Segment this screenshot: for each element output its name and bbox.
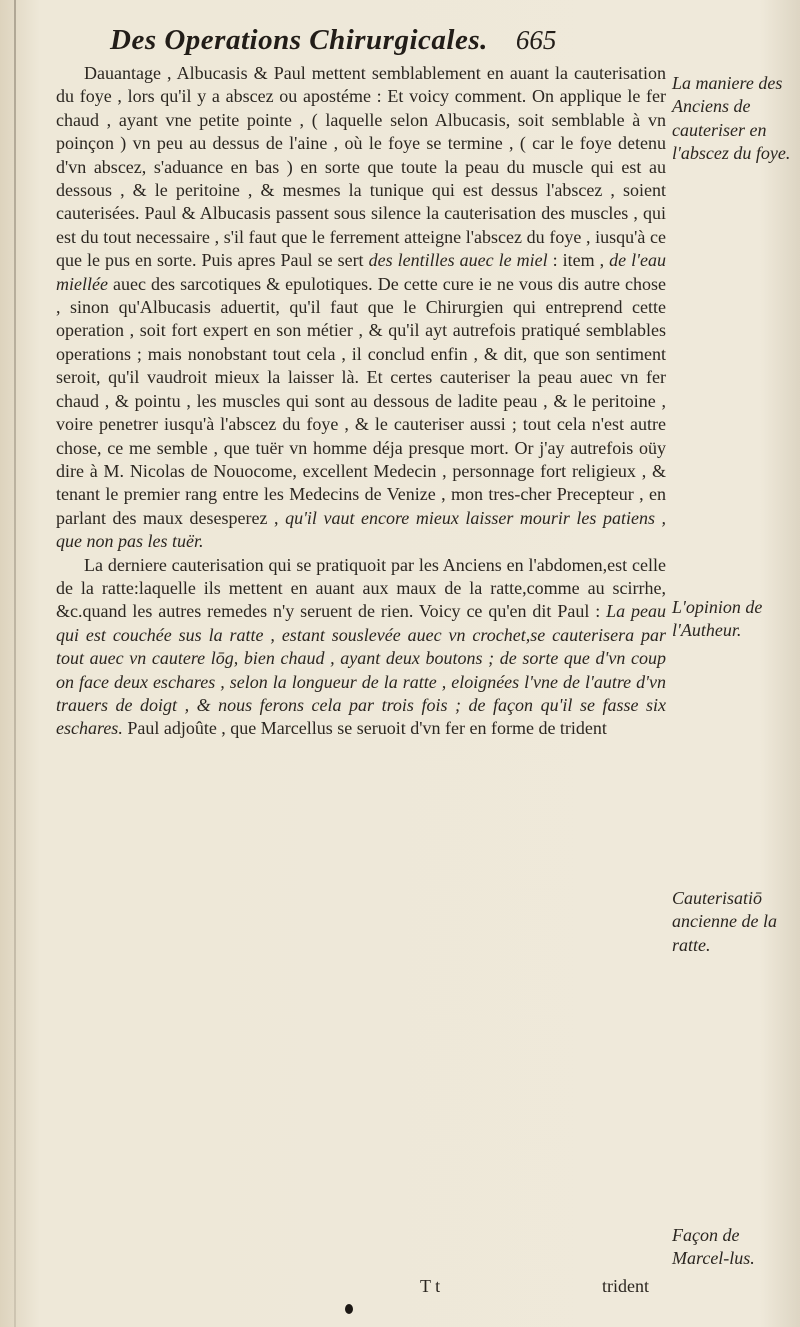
margin-note: L'opinion de l'Autheur. bbox=[672, 597, 763, 641]
main-text bbox=[56, 62, 666, 741]
text-segment: auec des sarcotiques & epulotiques. De cette cure ie ne vous dis autre chose , sinon qu'Albucasis aduertit, qu'il faut que le Chirurgien qui entreprend cette operation , soit fort expert en son métier , & qu'il ayt autrefois pratiqué semblables operations ; mais nonobstant tout cela , il conclud enfin , & dit, que son sentiment seroit, qu'il vaudroit mieux la laisser là. Et certes cauteriser la peau auec vn fer chaud , & pointu , les muscles qui sont au dessous de ladite peau , & le peritoine , voire penetrer iusqu'à l'abscez du foye , & le cauteriser aussi ; tout cela n'est autre chose, ce me semble , que tuër vn homme déja presque mort. Or j'ay autrefois oüy dire à M. Nicolas de Nouocome, excellent Medecin , personnage fort religieux , & tenant le premier rang entre les Medecins de Venize , mon tres-cher Precepteur , en parlant des maux desesperez , bbox=[56, 273, 666, 528]
margin-note: La maniere des Anciens de cauteriser en l'abscez du foye. bbox=[672, 73, 791, 164]
page-number: 665 bbox=[515, 25, 557, 55]
paragraph-1 bbox=[56, 62, 666, 554]
page-footer bbox=[420, 1276, 670, 1304]
page-header bbox=[110, 24, 670, 60]
text-segment: : item , bbox=[547, 250, 610, 271]
catchword: trident bbox=[602, 1276, 649, 1296]
text-segment-italic: de l'eau miellée bbox=[56, 250, 666, 294]
text-segment: Dauantage , Albucasis & Paul mettent semblablement en auant la cauterisation du foye , lors qu'il y a abscez ou apostéme : Et voicy comment. On applique le fer chaud , ayant vne petite pointe , ( laquelle selon Albucasis, soit semblable à vn poinçon ) vn peu au dessus de l'aine , où le foye se termine , ( car le foye detenu d'vn abscez, s'aduance en bas ) en sorte que toute la peau du muscle qui est au dessous , & le peritoine , & mesmes la tunique qui est dessus l'abscez , soient cauterisées. Paul & Albucasis passent sous silence la cauterisation des muscles , qui est du tout necessaire , s'il faut que le ferrement atteigne l'abscez du foye , iusqu'à ce que le pus en sorte. Puis apres Paul se sert bbox=[56, 63, 666, 271]
text-segment: Paul adjoûte , que Marcellus se seruoit d'vn fer en forme de trident bbox=[122, 718, 607, 739]
paragraph-2 bbox=[56, 554, 666, 741]
text-segment-italic: qu'il vaut encore mieux laisser mourir les patiens , que non pas les tuër. bbox=[56, 507, 666, 552]
margin-note: Cauterisatiō ancienne de la ratte. bbox=[672, 888, 777, 955]
signature-mark: T t bbox=[420, 1276, 441, 1296]
running-title: Des Operations Chirurgicales. bbox=[110, 24, 488, 56]
margin-note: Façon de Marcel-lus. bbox=[672, 1225, 755, 1269]
text-segment: La derniere cauterisation qui se pratiquoit par les Anciens en l'abdomen,est celle de la ratte:laquelle ils mettent en auant aux maux de la ratte,comme au scirrhe, &c.quand les autres remedes n'y seruent de rien. Voicy ce qu'en dit Paul : bbox=[56, 554, 666, 622]
text-segment-italic: La peau qui est couchée sus la ratte , estant souslevée auec vn crochet,se cauterisera par tout auec vn cautere lōg, bien chaud , ayant deux boutons ; de sorte que d'vn coup on face deux eschares , selon la longueur de la ratte , eloignées l'vne de l'autre d'vn trauers de doigt , & nous ferons cela par trois fois ; de façon qu'il se fasse six eschares. bbox=[56, 601, 666, 739]
ink-blot bbox=[345, 1304, 353, 1314]
text-segment-italic: des lentilles auec le miel bbox=[368, 250, 548, 271]
page-gutter-shadow bbox=[14, 0, 16, 1327]
